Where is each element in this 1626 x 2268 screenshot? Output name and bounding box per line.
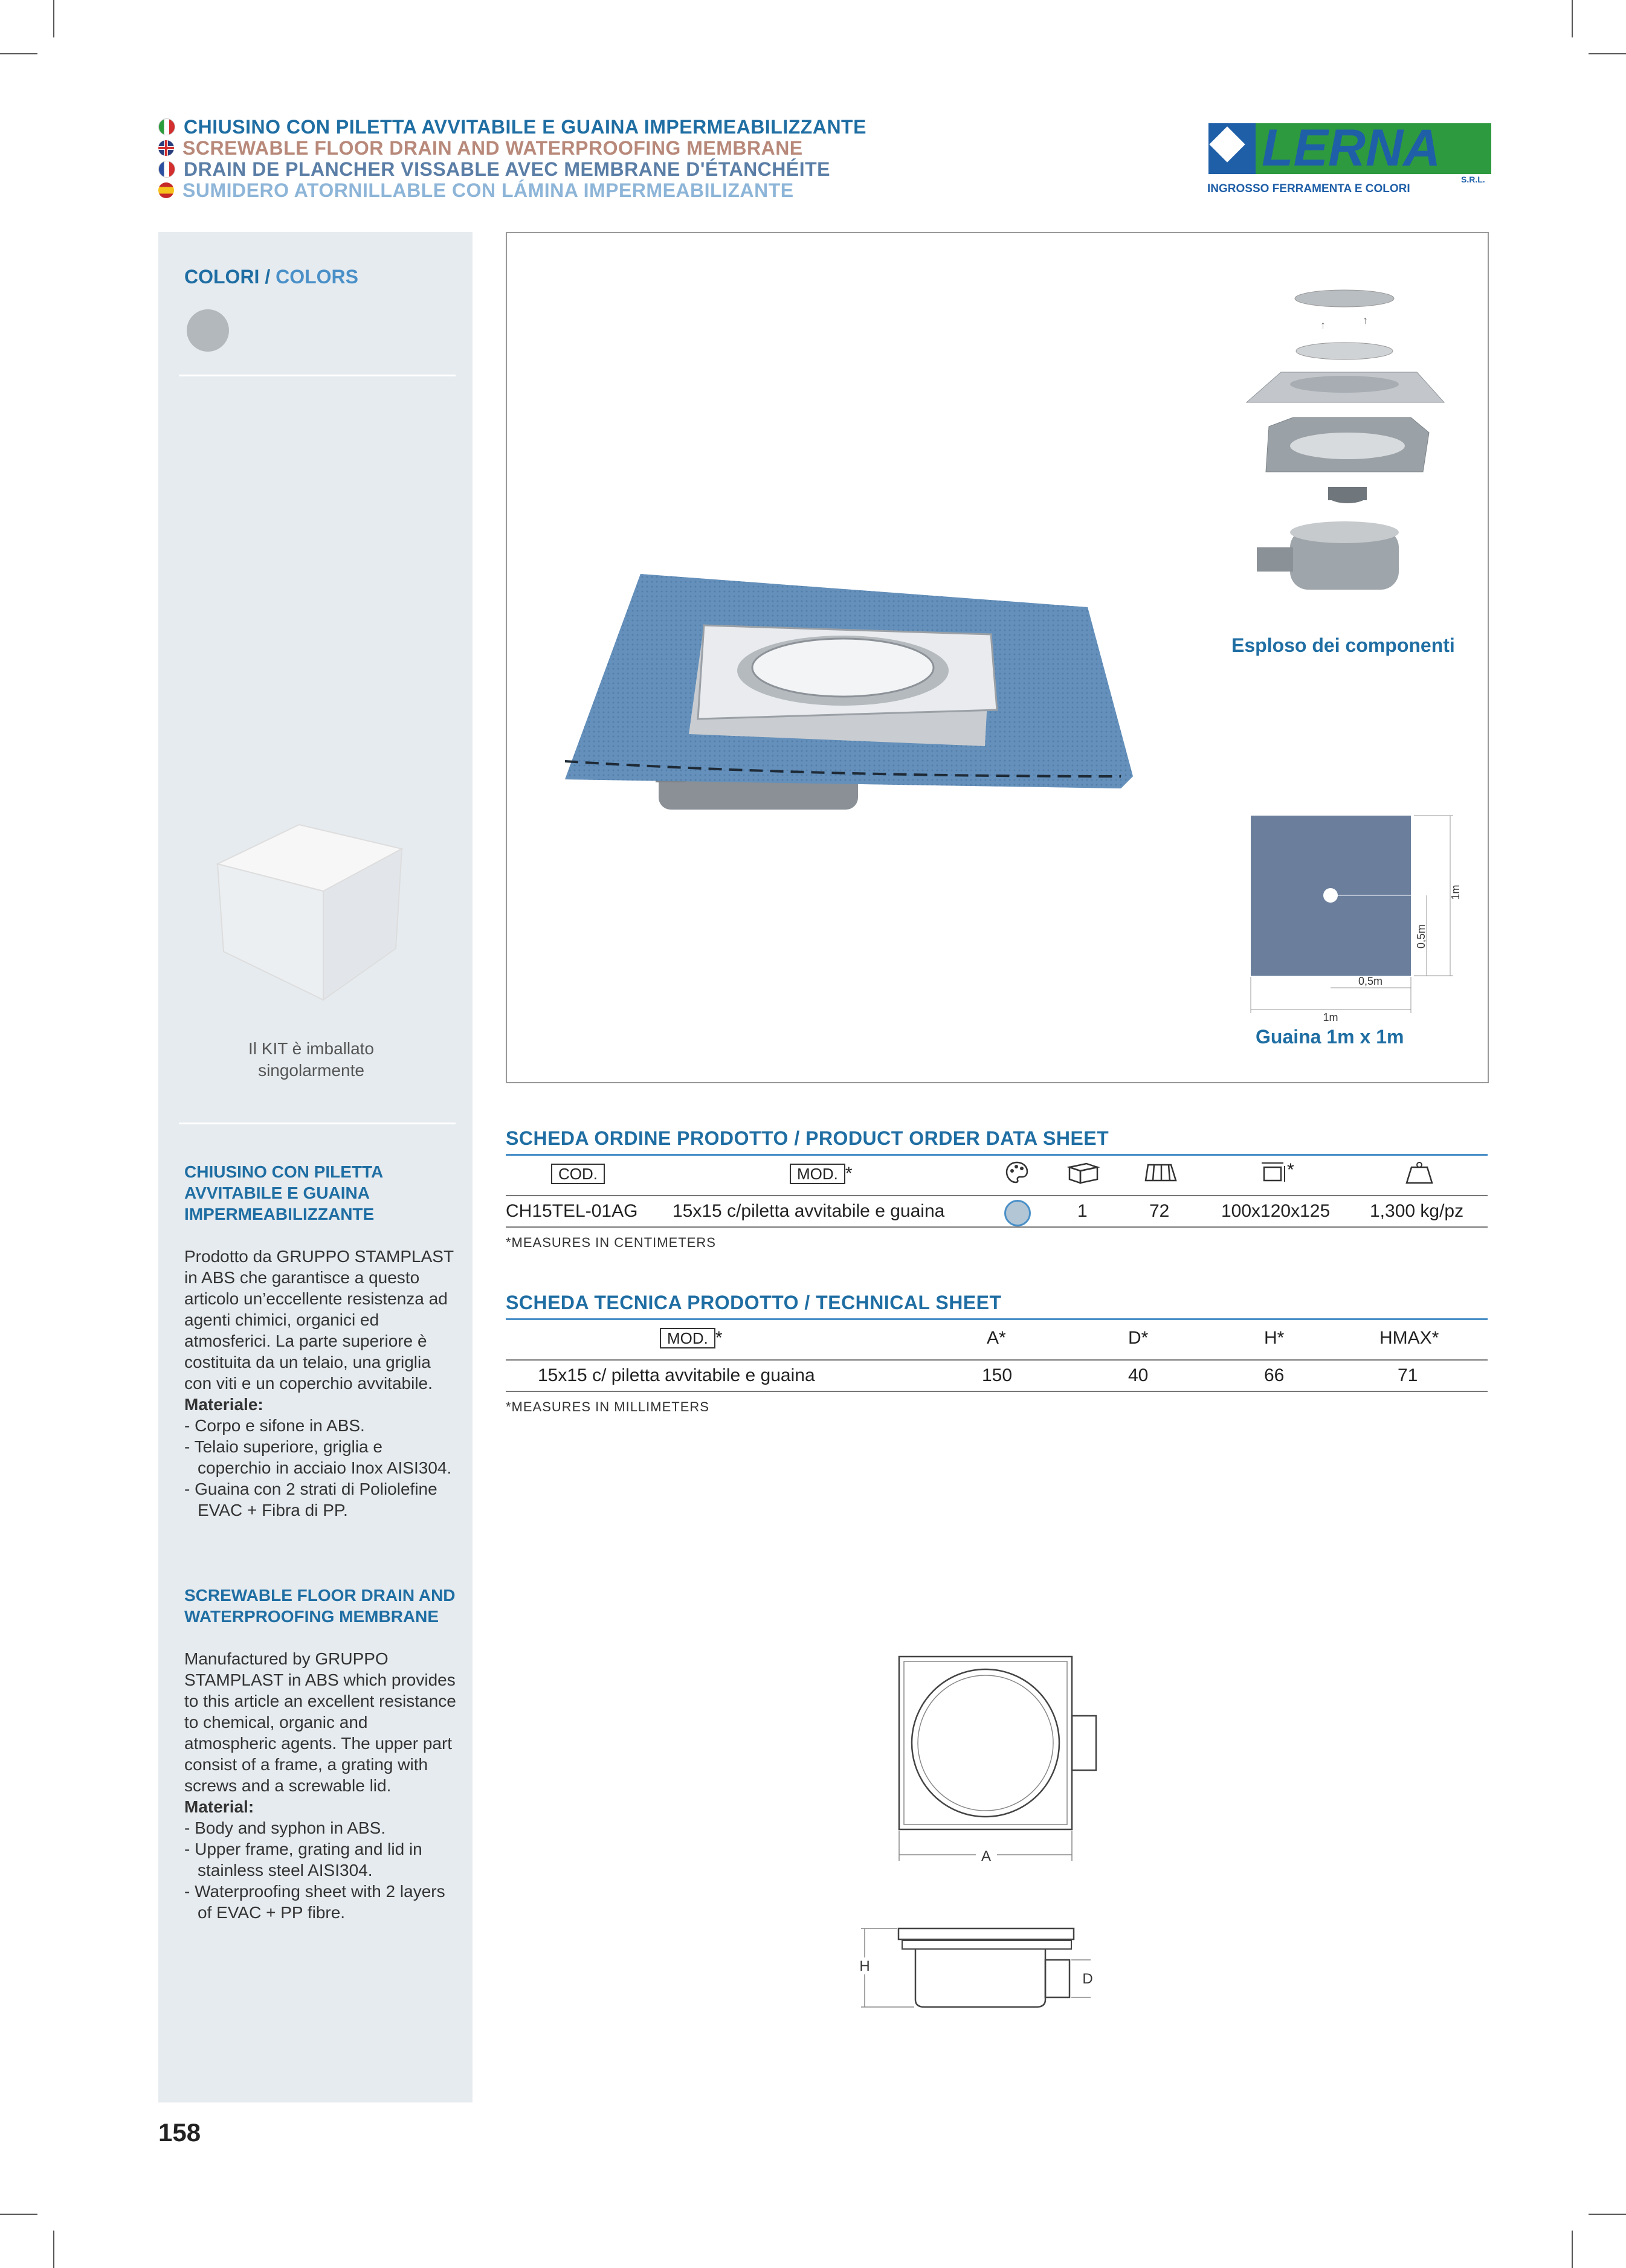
tech-header-d: D* bbox=[1128, 1328, 1149, 1348]
list-item: - Body and syphon in ABS. bbox=[184, 1819, 386, 1837]
list-item: - Telaio superiore, griglia e coperchio in acciaio Inox AISI304. bbox=[184, 1437, 452, 1477]
list-item: - Guaina con 2 strati di Poliolefine EVAC + Fibra di PP. bbox=[184, 1480, 437, 1519]
list-item: - Waterproofing sheet with 2 layers of EVAC + PP fibre. bbox=[184, 1882, 445, 1922]
tech-d: 40 bbox=[1128, 1365, 1149, 1385]
order-pallet: 72 bbox=[1149, 1201, 1170, 1221]
list-item: - Corpo e sifone in ABS. bbox=[184, 1416, 365, 1435]
top-view-drawing bbox=[888, 1643, 1112, 1867]
membrane-height-label: 1m bbox=[1450, 884, 1462, 900]
membrane-diagram bbox=[1248, 813, 1465, 1021]
order-sheet-rule bbox=[506, 1154, 1488, 1156]
order-dimensions: 100x120x125 bbox=[1221, 1201, 1331, 1221]
order-sheet-title: SCHEDA ORDINE PRODOTTO / PRODUCT ORDER DATA SHEET bbox=[506, 1127, 1109, 1149]
logo-name: LERNA bbox=[1262, 119, 1441, 177]
order-weight: 1,300 kg/pz bbox=[1370, 1201, 1464, 1221]
description-it bbox=[184, 1161, 456, 1521]
tech-header-mod: MOD. * bbox=[660, 1328, 723, 1348]
header-mod: MOD. * bbox=[790, 1164, 853, 1184]
drawing-label-a: A bbox=[981, 1848, 992, 1864]
tech-sheet-rule bbox=[506, 1359, 1488, 1361]
membrane-width-label: 1m bbox=[1323, 1011, 1338, 1021]
order-sheet-rule bbox=[506, 1226, 1488, 1228]
dimensions-icon bbox=[1260, 1160, 1287, 1185]
tech-h: 66 bbox=[1264, 1365, 1285, 1385]
material-label-en: Material: bbox=[184, 1797, 254, 1816]
pallet-icon bbox=[1143, 1160, 1178, 1188]
membrane-half-height-label: 0,5m bbox=[1415, 924, 1427, 949]
palette-icon bbox=[1004, 1160, 1030, 1188]
material-label-it: Materiale: bbox=[184, 1395, 263, 1414]
exploded-components-image bbox=[1242, 288, 1453, 602]
sidebar-divider bbox=[179, 1123, 456, 1124]
tech-header-a: A* bbox=[987, 1328, 1006, 1348]
tech-hmax: 71 bbox=[1398, 1365, 1418, 1385]
weight-icon bbox=[1405, 1160, 1433, 1188]
tech-mod: 15x15 c/ piletta avvitabile e guaina bbox=[538, 1365, 815, 1385]
drawing-label-h: H bbox=[859, 1958, 870, 1974]
description-en-body: Manufactured by GRUPPO STAMPLAST in ABS which provides to this article an excellent resistance to chemical, organic and atmospheric agents. The upper part consist of a frame, a grating with screws and a screwable lid. bbox=[184, 1649, 456, 1795]
lerna-logo bbox=[1207, 118, 1497, 197]
description-it-heading: CHIUSINO CON PILETTA AVVITABILE E GUAINA IMPERMEABILIZZANTE bbox=[184, 1162, 383, 1223]
tech-sheet-rule bbox=[506, 1391, 1488, 1392]
membrane-caption: Guaina 1m x 1m bbox=[1256, 1026, 1404, 1048]
spain-flag-icon bbox=[158, 182, 174, 198]
drawing-label-d: D bbox=[1082, 1971, 1093, 1987]
france-flag-icon bbox=[158, 161, 175, 178]
title-fr: DRAIN DE PLANCHER VISSABLE AVEC MEMBRANE D'ÉTANCHÉITE bbox=[158, 159, 830, 179]
uk-flag-icon bbox=[158, 140, 174, 156]
tech-sheet-rule bbox=[506, 1318, 1488, 1320]
order-note: *MEASURES IN CENTIMETERS bbox=[506, 1235, 716, 1250]
sidebar-divider bbox=[179, 375, 456, 376]
description-en-heading: SCREWABLE FLOOR DRAIN AND WATERPROOFING MEMBRANE bbox=[184, 1586, 456, 1626]
title-es: SUMIDERO ATORNILLABLE CON LÁMINA IMPERMEABILIZANTE bbox=[158, 180, 794, 201]
order-cod: CH15TEL-01AG bbox=[506, 1201, 638, 1221]
order-mod: 15x15 c/piletta avvitabile e guaina bbox=[673, 1201, 945, 1221]
membrane-half-width-label: 0,5m bbox=[1358, 975, 1383, 987]
colors-label: COLORI / COLORS bbox=[184, 266, 358, 288]
italy-flag-icon bbox=[158, 118, 175, 135]
description-it-body: Prodotto da GRUPPO STAMPLAST in ABS che garantisce a questo articolo un’eccellente resistenza ad agenti chimici, organici ed atmosferici. La parte superiore è costituita da un telaio, una griglia con viti e un coperchio avvitabile. bbox=[184, 1247, 454, 1393]
list-item: - Upper frame, grating and lid in stainless steel AISI304. bbox=[184, 1840, 422, 1880]
materials-it bbox=[184, 1415, 456, 1521]
tech-a: 150 bbox=[982, 1365, 1013, 1385]
tech-header-h: H* bbox=[1264, 1328, 1285, 1348]
package-icon bbox=[1067, 1160, 1101, 1188]
description-en bbox=[184, 1585, 456, 1923]
tech-sheet-title: SCHEDA TECNICA PRODOTTO / TECHNICAL SHEET bbox=[506, 1292, 1002, 1313]
order-color-swatch bbox=[1004, 1200, 1031, 1226]
svg-text:↑: ↑ bbox=[1320, 319, 1326, 331]
header-dimensions: * bbox=[1260, 1160, 1294, 1190]
page-number: 158 bbox=[158, 2118, 201, 2147]
title-it: CHIUSINO CON PILETTA AVVITABILE E GUAINA IMPERMEABILIZZANTE bbox=[158, 117, 866, 137]
kit-package-image bbox=[215, 822, 408, 1003]
svg-text:↑: ↑ bbox=[1363, 314, 1368, 326]
tech-header-hmax: HMAX* bbox=[1379, 1328, 1439, 1348]
side-view-drawing bbox=[849, 1921, 1163, 2018]
kit-caption: Il KIT è imballato singolarmente bbox=[248, 1039, 375, 1080]
order-pack: 1 bbox=[1077, 1201, 1088, 1221]
tech-note: *MEASURES IN MILLIMETERS bbox=[506, 1399, 709, 1414]
color-swatch-grey bbox=[187, 309, 229, 352]
order-sheet-rule bbox=[506, 1195, 1488, 1196]
drain-with-membrane-image bbox=[559, 571, 1151, 837]
logo-tagline: INGROSSO FERRAMENTA E COLORI bbox=[1207, 182, 1410, 195]
exploded-caption: Esploso dei componenti bbox=[1231, 634, 1455, 656]
header-cod: COD. bbox=[551, 1164, 605, 1184]
title-en: SCREWABLE FLOOR DRAIN AND WATERPROOFING MEMBRANE bbox=[158, 138, 803, 158]
logo-suffix: S.R.L. bbox=[1461, 175, 1485, 184]
materials-en bbox=[184, 1817, 456, 1923]
